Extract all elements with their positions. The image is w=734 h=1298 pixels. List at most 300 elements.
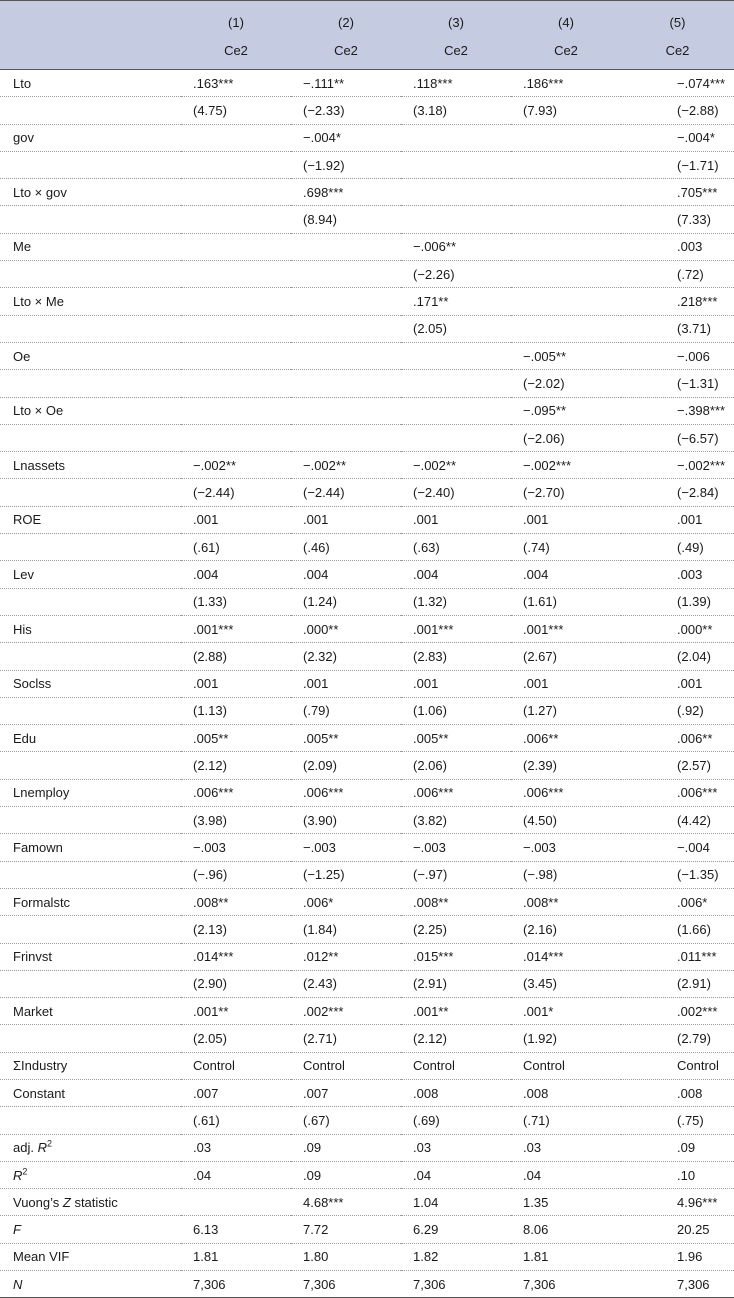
statistic-value: 7,306 <box>401 1271 511 1298</box>
row-label-empty <box>0 206 181 233</box>
coefficient-value: .004 <box>511 561 621 588</box>
row-label-empty <box>0 643 181 670</box>
t-stat-row <box>0 534 734 561</box>
column-number: (4) <box>511 1 621 38</box>
row-label-empty <box>0 1107 181 1134</box>
row-label-empty <box>0 861 181 888</box>
t-stat-value: (−2.40) <box>401 479 511 506</box>
statistic-value: .03 <box>181 1134 291 1161</box>
t-stat-value: (−1.31) <box>621 370 734 397</box>
coefficient-row <box>0 179 734 206</box>
coefficient-value: .118*** <box>401 70 511 97</box>
row-label: Oe <box>0 342 181 369</box>
coefficient-row <box>0 561 734 588</box>
t-stat-value: (−1.92) <box>291 151 401 178</box>
coefficient-value: .008** <box>511 888 621 915</box>
coefficient-value: .001** <box>181 998 291 1025</box>
t-stat-value: (2.83) <box>401 643 511 670</box>
coefficient-value: .006* <box>621 888 734 915</box>
coefficient-value: .012** <box>291 943 401 970</box>
t-stat-value: (−2.70) <box>511 479 621 506</box>
t-stat-row <box>0 315 734 342</box>
t-stat-value: (2.67) <box>511 643 621 670</box>
row-label-empty <box>0 315 181 342</box>
t-stat-value: (−2.44) <box>291 479 401 506</box>
t-stat-value: (2.88) <box>181 643 291 670</box>
coefficient-value: .001** <box>401 998 511 1025</box>
label-italic: N <box>13 1276 23 1292</box>
coefficient-value: −.002** <box>401 452 511 479</box>
coefficient-value: .006* <box>291 888 401 915</box>
t-stat-value: (2.06) <box>401 752 511 779</box>
coefficient-value: .008** <box>181 888 291 915</box>
t-stat-row <box>0 479 734 506</box>
coefficient-value: .008** <box>401 888 511 915</box>
t-stat-value: (1.66) <box>621 916 734 943</box>
label-text: adj. <box>13 1140 38 1156</box>
t-stat-value <box>181 424 291 451</box>
coefficient-value: −.003 <box>401 834 511 861</box>
label-italic: R <box>13 1167 23 1183</box>
coefficient-value: .001*** <box>511 615 621 642</box>
t-stat-value: (−2.06) <box>511 424 621 451</box>
coefficient-value: −.004* <box>621 124 734 151</box>
coefficient-row <box>0 288 734 315</box>
statistic-label <box>0 1271 181 1298</box>
coefficient-value: −.002*** <box>621 452 734 479</box>
label-superscript: 2 <box>22 1166 28 1177</box>
t-stat-value: (3.71) <box>621 315 734 342</box>
statistic-value: .09 <box>621 1134 734 1161</box>
statistic-value: 1.04 <box>401 1189 511 1216</box>
t-stat-value <box>181 261 291 288</box>
t-stat-value: (.63) <box>401 534 511 561</box>
t-stat-row <box>0 370 734 397</box>
coefficient-value: .000** <box>291 615 401 642</box>
coefficient-value: −.111** <box>291 70 401 97</box>
coefficient-row <box>0 397 734 424</box>
t-stat-value: (3.45) <box>511 970 621 997</box>
t-stat-value: (2.32) <box>291 643 401 670</box>
coefficient-value <box>291 288 401 315</box>
t-stat-value: (4.42) <box>621 807 734 834</box>
coefficient-value <box>181 233 291 260</box>
t-stat-row <box>0 807 734 834</box>
coefficient-value: −.006** <box>401 233 511 260</box>
statistic-label <box>0 1161 181 1188</box>
row-label-empty <box>0 97 181 124</box>
t-stat-value <box>181 315 291 342</box>
coefficient-row <box>0 452 734 479</box>
statistic-value: 1.81 <box>511 1243 621 1270</box>
t-stat-value: (2.12) <box>181 752 291 779</box>
header-row-numbers <box>0 1 734 38</box>
coefficient-value: −.003 <box>181 834 291 861</box>
t-stat-value: (2.13) <box>181 916 291 943</box>
t-stat-value: (.61) <box>181 1107 291 1134</box>
coefficient-value: .003 <box>621 233 734 260</box>
label-text: Vuong’s <box>13 1194 63 1210</box>
coefficient-row <box>0 615 734 642</box>
row-label-empty <box>0 588 181 615</box>
row-label: Edu <box>0 725 181 752</box>
t-stat-value: (1.06) <box>401 697 511 724</box>
t-stat-value: (1.13) <box>181 697 291 724</box>
coefficient-value <box>401 124 511 151</box>
coefficient-value: .003 <box>621 561 734 588</box>
t-stat-row <box>0 1025 734 1052</box>
coefficient-value: .705*** <box>621 179 734 206</box>
t-stat-value: (2.05) <box>401 315 511 342</box>
coefficient-value: .218*** <box>621 288 734 315</box>
coefficient-value: −.095** <box>511 397 621 424</box>
coefficient-value: Control <box>181 1052 291 1079</box>
statistic-value: .04 <box>181 1161 291 1188</box>
t-stat-value <box>181 151 291 178</box>
t-stat-value <box>511 261 621 288</box>
t-stat-value <box>511 315 621 342</box>
row-label-empty <box>0 916 181 943</box>
statistic-value: 6.13 <box>181 1216 291 1243</box>
coefficient-row <box>0 70 734 97</box>
coefficient-value: .001 <box>401 670 511 697</box>
column-depvar: Ce2 <box>621 37 734 70</box>
coefficient-value: −.003 <box>291 834 401 861</box>
coefficient-value: .011*** <box>621 943 734 970</box>
t-stat-row <box>0 97 734 124</box>
coefficient-value: −.004* <box>291 124 401 151</box>
statistic-value: .09 <box>291 1161 401 1188</box>
statistic-value: .03 <box>511 1134 621 1161</box>
statistic-label <box>0 1134 181 1161</box>
label-text: Mean VIF <box>13 1249 70 1265</box>
coefficient-row <box>0 506 734 533</box>
column-number: (2) <box>291 1 401 38</box>
coefficient-value: .006** <box>511 725 621 752</box>
statistic-value: 7,306 <box>291 1271 401 1298</box>
coefficient-value: .001 <box>291 670 401 697</box>
row-label-empty <box>0 370 181 397</box>
statistic-value: 1.80 <box>291 1243 401 1270</box>
row-label: Lto × Me <box>0 288 181 315</box>
coefficient-row <box>0 998 734 1025</box>
t-stat-row <box>0 588 734 615</box>
t-stat-value: (1.24) <box>291 588 401 615</box>
t-stat-value: (.74) <box>511 534 621 561</box>
t-stat-value: (.79) <box>291 697 401 724</box>
coefficient-value: .001 <box>291 506 401 533</box>
statistic-value: 6.29 <box>401 1216 511 1243</box>
t-stat-value: (−2.02) <box>511 370 621 397</box>
t-stat-value <box>181 370 291 397</box>
coefficient-value: .004 <box>291 561 401 588</box>
t-stat-value: (1.39) <box>621 588 734 615</box>
statistic-label <box>0 1216 181 1243</box>
t-stat-value: (.61) <box>181 534 291 561</box>
statistic-value: .04 <box>401 1161 511 1188</box>
row-label-empty <box>0 807 181 834</box>
coefficient-value: .001 <box>401 506 511 533</box>
t-stat-value: (2.71) <box>291 1025 401 1052</box>
coefficient-value: .006*** <box>621 779 734 806</box>
coefficient-value: .002*** <box>291 998 401 1025</box>
coefficient-value: .001*** <box>181 615 291 642</box>
t-stat-value: (−.98) <box>511 861 621 888</box>
coefficient-value: .007 <box>181 1079 291 1106</box>
coefficient-value <box>401 342 511 369</box>
row-label: Lnassets <box>0 452 181 479</box>
statistic-value: 8.06 <box>511 1216 621 1243</box>
coefficient-row <box>0 725 734 752</box>
statistic-value: 1.35 <box>511 1189 621 1216</box>
coefficient-value: .186*** <box>511 70 621 97</box>
t-stat-row <box>0 1107 734 1134</box>
coefficient-value: .008 <box>621 1079 734 1106</box>
coefficient-value: .001 <box>621 670 734 697</box>
t-stat-value: (3.18) <box>401 97 511 124</box>
coefficient-value <box>401 179 511 206</box>
t-stat-row <box>0 970 734 997</box>
coefficient-value: .004 <box>181 561 291 588</box>
column-depvar: Ce2 <box>401 37 511 70</box>
coefficient-value <box>291 397 401 424</box>
coefficient-value: .002*** <box>621 998 734 1025</box>
t-stat-value: (3.82) <box>401 807 511 834</box>
header-empty <box>0 1 181 38</box>
statistic-value: 20.25 <box>621 1216 734 1243</box>
t-stat-row <box>0 861 734 888</box>
t-stat-value: (.72) <box>621 261 734 288</box>
coefficient-row <box>0 124 734 151</box>
coefficient-value: .006** <box>621 725 734 752</box>
row-label: Lto × Oe <box>0 397 181 424</box>
table-header <box>0 1 734 70</box>
t-stat-value: (−6.57) <box>621 424 734 451</box>
t-stat-value: (2.09) <box>291 752 401 779</box>
column-depvar: Ce2 <box>511 37 621 70</box>
row-label-empty <box>0 752 181 779</box>
t-stat-value: (.92) <box>621 697 734 724</box>
coefficient-value: .163*** <box>181 70 291 97</box>
coefficient-value: .015*** <box>401 943 511 970</box>
row-label-empty <box>0 151 181 178</box>
coefficient-row <box>0 834 734 861</box>
coefficient-value: .006*** <box>401 779 511 806</box>
coefficient-value <box>511 179 621 206</box>
t-stat-value: (.67) <box>291 1107 401 1134</box>
label-text-post: statistic <box>70 1194 118 1210</box>
coefficient-value: .000** <box>621 615 734 642</box>
t-stat-value: (.75) <box>621 1107 734 1134</box>
coefficient-value: .014*** <box>511 943 621 970</box>
row-label: ROE <box>0 506 181 533</box>
coefficient-value: .014*** <box>181 943 291 970</box>
row-label-empty <box>0 534 181 561</box>
statistic-value: 1.82 <box>401 1243 511 1270</box>
column-number: (1) <box>181 1 291 38</box>
t-stat-row <box>0 261 734 288</box>
t-stat-value: (2.57) <box>621 752 734 779</box>
t-stat-value: (1.92) <box>511 1025 621 1052</box>
row-label: Lto × gov <box>0 179 181 206</box>
row-label-empty <box>0 1025 181 1052</box>
t-stat-value: (.71) <box>511 1107 621 1134</box>
t-stat-value: (1.27) <box>511 697 621 724</box>
t-stat-value: (7.33) <box>621 206 734 233</box>
statistic-value: .04 <box>511 1161 621 1188</box>
coefficient-value: −.074*** <box>621 70 734 97</box>
t-stat-value: (−1.35) <box>621 861 734 888</box>
t-stat-value: (2.25) <box>401 916 511 943</box>
t-stat-value: (2.16) <box>511 916 621 943</box>
coefficient-value: .007 <box>291 1079 401 1106</box>
t-stat-value: (−2.26) <box>401 261 511 288</box>
coefficient-value: .171** <box>401 288 511 315</box>
coefficient-value <box>511 288 621 315</box>
t-stat-value: (−2.33) <box>291 97 401 124</box>
coefficient-value <box>511 124 621 151</box>
row-label: Lnemploy <box>0 779 181 806</box>
row-label: gov <box>0 124 181 151</box>
t-stat-value: (2.43) <box>291 970 401 997</box>
t-stat-value: (1.32) <box>401 588 511 615</box>
row-label-empty <box>0 479 181 506</box>
header-row-depvar <box>0 37 734 70</box>
t-stat-value <box>511 206 621 233</box>
coefficient-row <box>0 888 734 915</box>
t-stat-value: (8.94) <box>291 206 401 233</box>
coefficient-value: .698*** <box>291 179 401 206</box>
label-italic: R <box>37 1140 47 1156</box>
t-stat-row <box>0 916 734 943</box>
t-stat-value <box>291 261 401 288</box>
statistic-value: 4.96*** <box>621 1189 734 1216</box>
coefficient-value: Control <box>621 1052 734 1079</box>
t-stat-value: (−1.25) <box>291 861 401 888</box>
t-stat-row <box>0 206 734 233</box>
column-depvar: Ce2 <box>291 37 401 70</box>
row-label: Formalstc <box>0 888 181 915</box>
coefficient-value: .005** <box>181 725 291 752</box>
t-stat-value: (1.33) <box>181 588 291 615</box>
statistic-value: 4.68*** <box>291 1189 401 1216</box>
coefficient-value <box>291 233 401 260</box>
statistic-value: 7.72 <box>291 1216 401 1243</box>
row-label: Soclss <box>0 670 181 697</box>
row-label: Constant <box>0 1079 181 1106</box>
t-stat-value <box>291 315 401 342</box>
label-italic: F <box>13 1222 21 1238</box>
column-number: (5) <box>621 1 734 38</box>
coefficient-value: .001* <box>511 998 621 1025</box>
coefficient-value <box>401 397 511 424</box>
t-stat-value: (.46) <box>291 534 401 561</box>
label-superscript: 2 <box>46 1138 52 1149</box>
t-stat-value: (4.75) <box>181 97 291 124</box>
statistic-value: .03 <box>401 1134 511 1161</box>
t-stat-value: (1.61) <box>511 588 621 615</box>
coefficient-row <box>0 670 734 697</box>
header-empty <box>0 37 181 70</box>
t-stat-value: (−.96) <box>181 861 291 888</box>
statistic-row <box>0 1189 734 1216</box>
coefficient-value <box>181 397 291 424</box>
t-stat-row <box>0 752 734 779</box>
coefficient-value: .006*** <box>181 779 291 806</box>
coefficient-row <box>0 943 734 970</box>
coefficient-value <box>181 342 291 369</box>
t-stat-value <box>181 206 291 233</box>
coefficient-value: −.005** <box>511 342 621 369</box>
statistic-value: .09 <box>291 1134 401 1161</box>
coefficient-value <box>181 124 291 151</box>
row-label-empty <box>0 970 181 997</box>
coefficient-value: −.002** <box>291 452 401 479</box>
coefficient-value: −.003 <box>511 834 621 861</box>
row-label-empty <box>0 424 181 451</box>
t-stat-value <box>401 151 511 178</box>
coefficient-value: .008 <box>511 1079 621 1106</box>
t-stat-value: (3.90) <box>291 807 401 834</box>
t-stat-value: (2.90) <box>181 970 291 997</box>
coefficient-value: −.002** <box>181 452 291 479</box>
coefficient-value: .008 <box>401 1079 511 1106</box>
t-stat-row <box>0 424 734 451</box>
coefficient-value: .001 <box>511 670 621 697</box>
t-stat-value <box>401 370 511 397</box>
statistic-row <box>0 1161 734 1188</box>
row-label: Me <box>0 233 181 260</box>
t-stat-value: (7.93) <box>511 97 621 124</box>
t-stat-value: (2.91) <box>621 970 734 997</box>
row-label: Market <box>0 998 181 1025</box>
t-stat-value: (2.12) <box>401 1025 511 1052</box>
statistic-value: 7,306 <box>181 1271 291 1298</box>
column-number: (3) <box>401 1 511 38</box>
coefficient-row <box>0 233 734 260</box>
coefficient-value <box>291 342 401 369</box>
coefficient-row <box>0 1052 734 1079</box>
statistic-row <box>0 1134 734 1161</box>
t-stat-value: (2.04) <box>621 643 734 670</box>
coefficient-value <box>181 179 291 206</box>
coefficient-value: .004 <box>401 561 511 588</box>
row-label: His <box>0 615 181 642</box>
statistic-value: 1.96 <box>621 1243 734 1270</box>
coefficient-value <box>181 288 291 315</box>
t-stat-value <box>291 370 401 397</box>
coefficient-row <box>0 342 734 369</box>
t-stat-value <box>291 424 401 451</box>
t-stat-value: (−2.84) <box>621 479 734 506</box>
row-label: ΣIndustry <box>0 1052 181 1079</box>
coefficient-value: .001 <box>621 506 734 533</box>
statistic-row <box>0 1243 734 1270</box>
t-stat-row <box>0 151 734 178</box>
row-label: Lev <box>0 561 181 588</box>
coefficient-value: Control <box>401 1052 511 1079</box>
t-stat-value: (−2.88) <box>621 97 734 124</box>
row-label: Lto <box>0 70 181 97</box>
statistic-value: 7,306 <box>621 1271 734 1298</box>
row-label: Famown <box>0 834 181 861</box>
t-stat-row <box>0 643 734 670</box>
statistic-label <box>0 1189 181 1216</box>
t-stat-value <box>511 151 621 178</box>
coefficient-row <box>0 1079 734 1106</box>
t-stat-value <box>401 424 511 451</box>
t-stat-value: (2.91) <box>401 970 511 997</box>
